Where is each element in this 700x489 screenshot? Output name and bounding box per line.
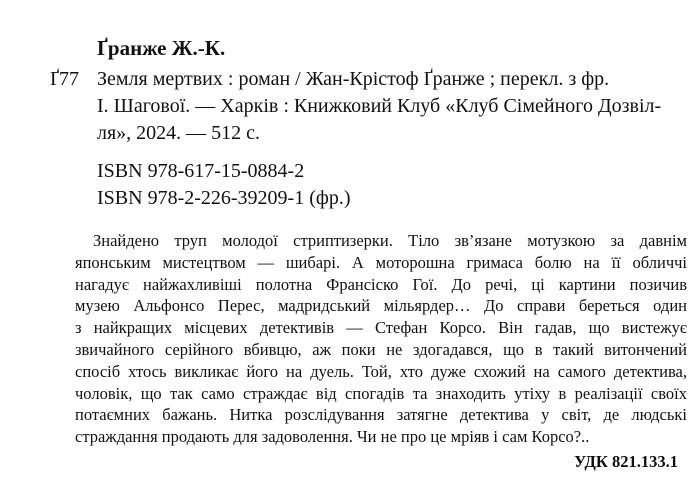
classification-code: Ґ77 xyxy=(50,68,80,90)
bibliographic-line: І. Шагової. — Харків : Книжковий Клуб «Клуб Сімейного Дозвіл- xyxy=(97,95,662,117)
author-heading: Ґранже Ж.-К. xyxy=(97,36,226,60)
annotation-line: нагадує найжахливіші полотна Франсіско Гої. До речі, ці картини позичив xyxy=(75,274,687,294)
bibliographic-line: ля», 2024. — 512 с. xyxy=(97,122,261,144)
annotation-line: Знайдено труп молодої стриптизерки. Тіло зв’язане мотузкою за давнім xyxy=(93,231,687,250)
bibliographic-line: Земля мертвих : роман / Жан-Крістоф Ґранже ; перекл. з фр. xyxy=(97,68,610,90)
isbn-line: ISBN 978-2-226-39209-1 (фр.) xyxy=(97,187,351,209)
annotation-line: спосіб хтось викликає його на дуель. Той, хто дуже схожий на самого детектива, xyxy=(75,361,687,381)
annotation-line: чоловік, що так само страждає від спогадів та знаходить утіху в реалізації своїх xyxy=(75,383,687,403)
bibliographic-description xyxy=(97,66,697,147)
isbn-line: ISBN 978-617-15-0884-2 xyxy=(97,160,305,182)
annotation xyxy=(75,230,687,448)
annotation-line: японським мистецтвом — шибарі. А моторошна гримаса болю на її обличчі xyxy=(75,252,687,272)
isbn-block xyxy=(97,158,351,212)
annotation-line: страждання продають для задоволення. Чи не про це мріяв і сам Корсо?.. xyxy=(75,427,590,447)
annotation-line: звичайного серійного вбивцю, аж поки не здогадався, що в такий витончений xyxy=(75,339,687,359)
annotation-line: музею Альфонсо Перес, мадридський мільярдер… До справи береться один xyxy=(75,296,687,316)
annotation-line: з найкращих місцевих детективів — Стефан Корсо. Він гадав, що вистежує xyxy=(75,318,687,338)
annotation-line: потаємних бажань. Нитка розслідування затягне детектива у світ, де людські xyxy=(75,405,687,425)
udk-code: УДК 821.133.1 xyxy=(574,452,678,471)
